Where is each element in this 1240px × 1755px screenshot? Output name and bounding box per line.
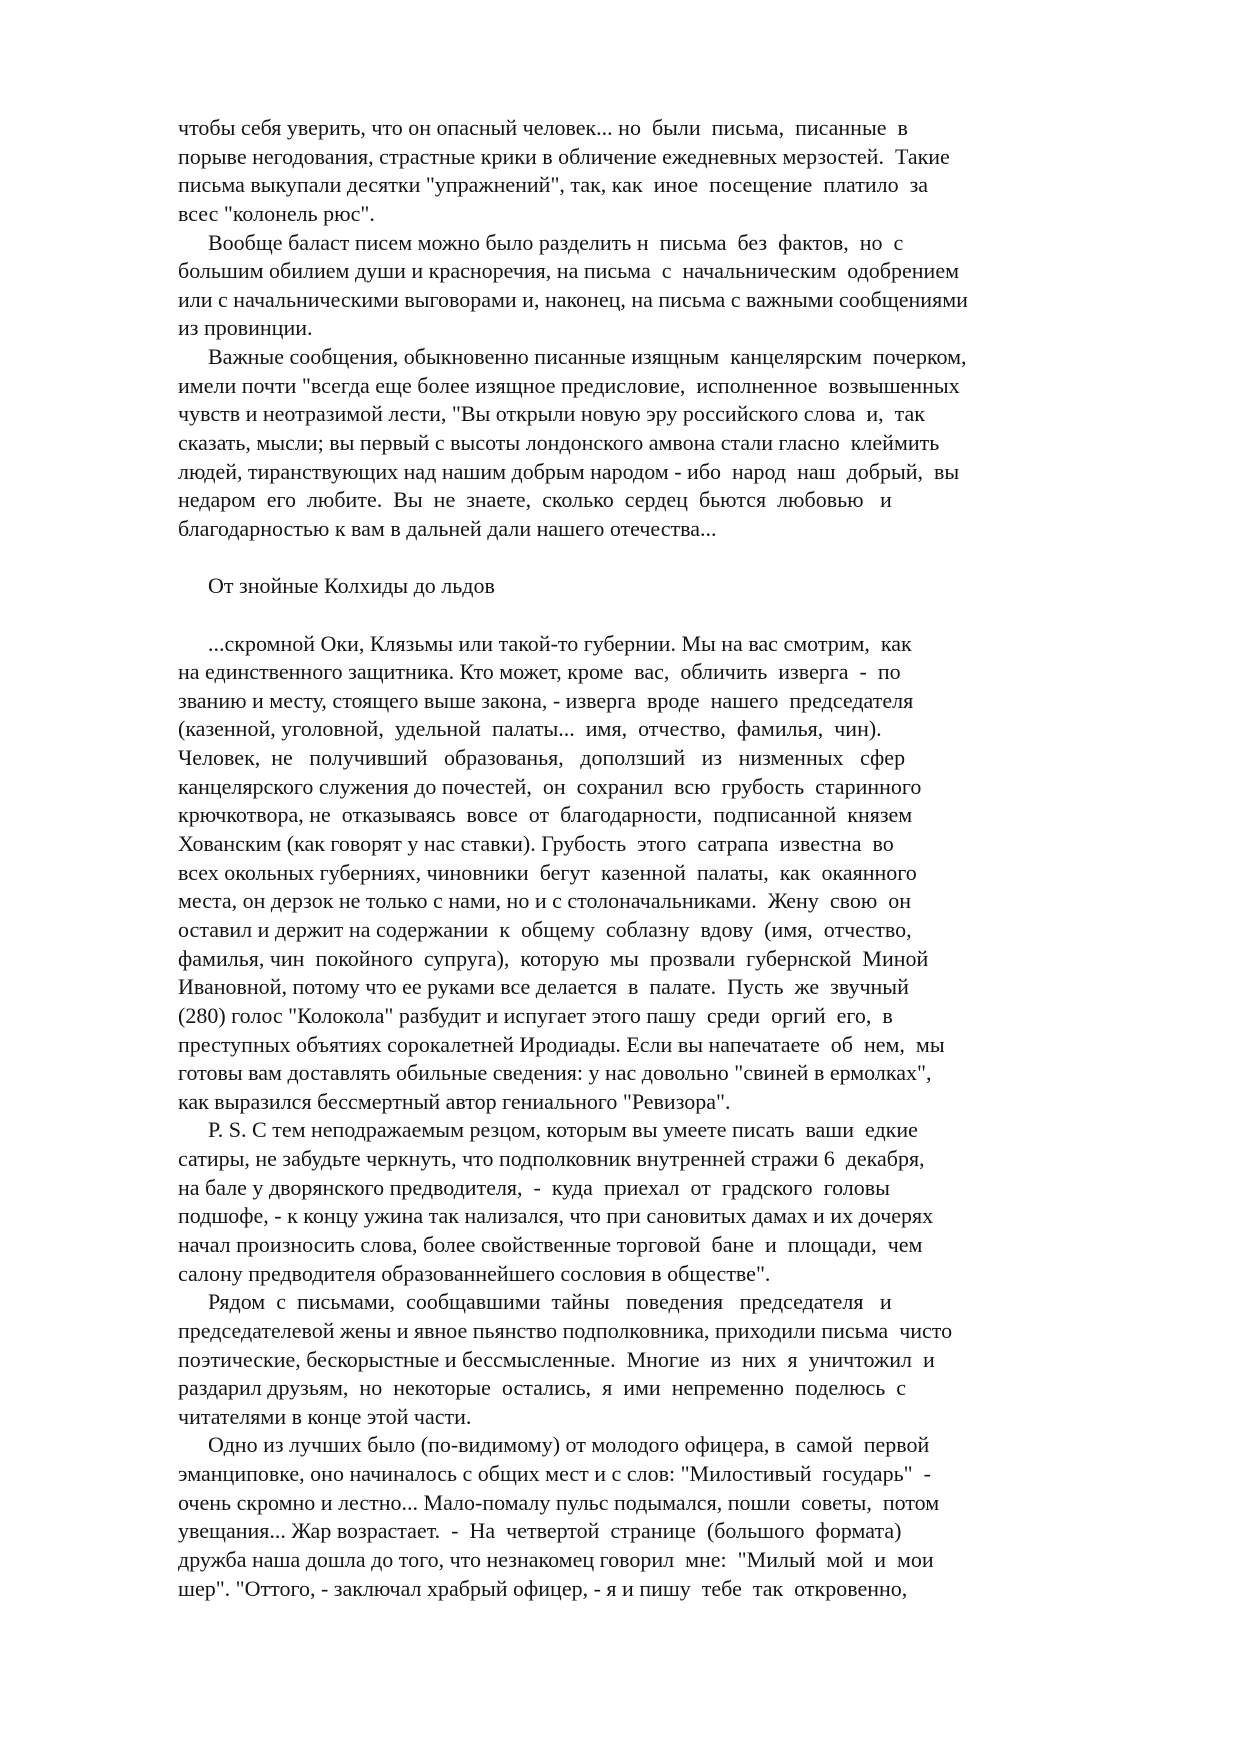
text-line: оставил и держит на содержании к общему соблазну вдову (имя, отчество, — [178, 916, 912, 942]
text-line: Человек, не получивший образованья, доползший из низменных сфер — [178, 745, 906, 771]
text-line: сказать, мысли; вы первый с высоты лондонского амвона стали гласно клеймить — [178, 430, 940, 456]
text-line: готовы вам доставлять обильные сведения: у нас довольно "свиней в ермолках", — [178, 1060, 932, 1086]
text-line: дружба наша дошла до того, что незнакомец говорил мне: "Милый мой и мои — [178, 1547, 934, 1573]
text-line: эманциповке, оно начиналось с общих мест и с слов: "Милостивый государь" - — [178, 1461, 931, 1487]
text-line: имели почти "всегда еще более изящное предисловие, исполненное возвышенных — [178, 372, 960, 398]
text-line: благодарностью к вам в дальней дали нашего отечества... — [178, 515, 717, 541]
text-line: начал произносить слова, более свойственные торговой бане и площади, чем — [178, 1231, 923, 1257]
text-line: на единственного защитника. Кто может, кроме вас, обличить изверга - по — [178, 659, 901, 685]
text-line: председателевой жены и явное пьянство подполковника, приходили письма чисто — [178, 1317, 953, 1343]
text-line: людей, тиранствующих над нашим добрым народом - ибо народ наш добрый, вы — [178, 458, 960, 484]
text-line: канцелярского служения до почестей, он сохранил всю грубость старинного — [178, 773, 922, 799]
text-line: преступных объятиях сорокалетней Иродиады. Если вы напечатаете об нем, мы — [178, 1031, 945, 1057]
paragraph-start-line: Рядом с письмами, сообщавшими тайны поведения председателя и — [208, 1289, 892, 1315]
text-line: читателями в конце этой части. — [178, 1403, 472, 1429]
text-line: подшофе, - к концу ужина так нализался, что при сановитых дамах и их дочерях — [178, 1203, 934, 1229]
text-line: чтобы себя уверить, что он опасный человек... но были письма, писанные в — [178, 115, 908, 140]
paragraph-start-line: ...скромной Оки, Клязьмы или такой-то губернии. Мы на вас смотрим, как — [208, 630, 912, 656]
text-line: или с начальническими выговорами и, наконец, на письма с важными сообщениями — [178, 286, 968, 312]
text-line: Ивановной, потому что ее руками все делается в палате. Пусть же звучный — [178, 974, 909, 1000]
text-line: недаром его любите. Вы не знаете, сколько сердец бьются любовью и — [178, 487, 892, 513]
text-line: на бале у дворянского предводителя, - куда приехал от градского головы — [178, 1174, 890, 1200]
document-page — [178, 114, 1088, 1603]
text-line: фамилья, чин покойного супруга), которую мы прозвали губернской Миной — [178, 945, 929, 971]
blank-line — [178, 544, 1088, 573]
text-line: как выразился бессмертный автор гениального "Ревизора". — [178, 1088, 731, 1114]
paragraph-start-line: Вообще баласт писем можно было разделить н письма без фактов, но с — [208, 229, 904, 255]
text-line: званию и месту, стоящего выше закона, - изверга вроде нашего председателя — [178, 687, 914, 713]
text-line: Хованским (как говорят у нас ставки). Грубость этого сатрапа известна во — [178, 831, 894, 857]
text-line: сатиры, не забудьте черкнуть, что подполковник внутренней стражи 6 декабря, — [178, 1146, 925, 1172]
paragraph-start-line: Одно из лучших было (по-видимому) от молодого офицера, в самой первой — [208, 1432, 930, 1458]
blank-line — [178, 601, 1088, 630]
text-line: (казенной, уголовной, удельной палаты... имя, отчество, фамилья, чин). — [178, 716, 882, 742]
text-line: очень скромно и лестно... Мало-помалу пульс подымался, пошли советы, потом — [178, 1489, 940, 1515]
text-line: всех окольных губерниях, чиновники бегут казенной палаты, как окаянного — [178, 859, 917, 885]
text-line: порыве негодования, страстные крики в обличение ежедневных мерзостей. Такие — [178, 143, 950, 169]
text-line: шер". "Оттого, - заключал храбрый офицер, - я и пишу тебе так откровенно, — [178, 1575, 908, 1601]
text-line: всес "колонель рюс". — [178, 200, 375, 226]
text-line: (280) голос "Колокола" разбудит и испугает этого пашу среди оргий его, в — [178, 1002, 893, 1028]
text-line: раздарил друзьям, но некоторые остались, я ими непременно поделюсь с — [178, 1375, 907, 1401]
text-line: увещания... Жар возрастает. - На четвертой странице (большого формата) — [178, 1518, 902, 1544]
text-line: чувств и неотразимой лести, "Вы открыли новую эру российского слова и, так — [178, 401, 925, 427]
text-line: крючкотвора, не отказываясь вовсе от благодарности, подписанной князем — [178, 802, 913, 828]
text-line: поэтические, бескорыстные и бессмысленные. Многие из них я уничтожил и — [178, 1346, 935, 1372]
text-line: большим обилием души и красноречия, на письма с начальническим одобрением — [178, 258, 959, 284]
text-line: из провинции. — [178, 315, 313, 341]
text-line: места, он дерзок не только с нами, но и с столоначальниками. Жену свою он — [178, 888, 912, 914]
paragraph-start-line: Важные сообщения, обыкновенно писанные изящным канцелярским почерком, — [208, 344, 967, 370]
text-line: письма выкупали десятки "упражнений", так, как иное посещение платило за — [178, 172, 929, 198]
text-line: салону предводителя образованнейшего сословия в обществе". — [178, 1260, 771, 1286]
poem-line: От знойные Колхиды до льдов — [208, 573, 495, 599]
paragraph-start-line: P. S. С тем неподражаемым резцом, которым вы умеете писать ваши едкие — [208, 1117, 918, 1143]
